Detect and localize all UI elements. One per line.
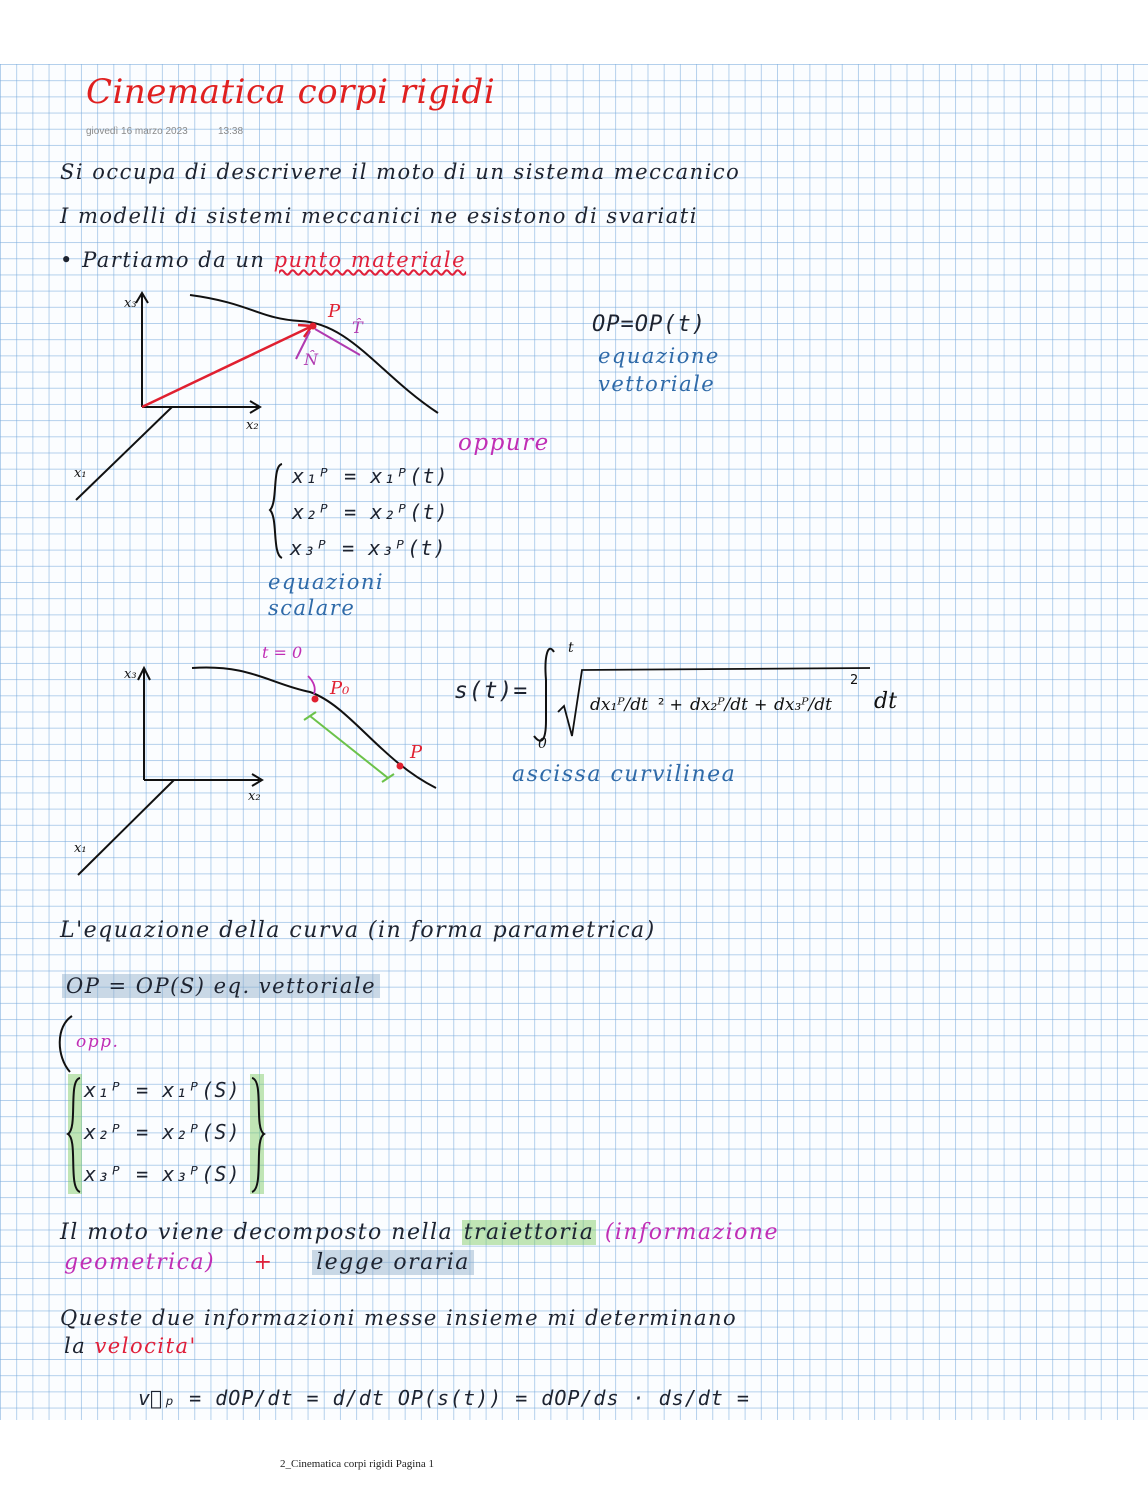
- scalar-label-1: equazioni: [268, 570, 385, 594]
- label-p-2: P: [410, 742, 423, 763]
- traiettoria-highlight: traiettoria: [463, 1220, 595, 1245]
- op-s-equation: [62, 974, 380, 998]
- vector-equation-label-1: equazione: [598, 344, 720, 368]
- scalar-eq-3: x₃ᴾ = x₃ᴾ(t): [290, 536, 447, 560]
- scalar-eq-2: x₂ᴾ = x₂ᴾ(t): [292, 500, 449, 524]
- integral-lhs: s(t)=: [454, 678, 529, 704]
- integral-term-1: dx₁ᴾ/dt: [590, 695, 648, 715]
- plus-sign: +: [253, 1250, 274, 1275]
- ascissa-curvilinea-label: ascissa curvilinea: [512, 762, 737, 787]
- page-footer: 2_Cinematica corpi rigidi Pagina 1: [280, 1458, 434, 1470]
- legge-oraria-highlight: legge oraria: [312, 1250, 474, 1275]
- oppure-label: oppure: [458, 430, 550, 456]
- geometrica-label: geometrica): [64, 1250, 216, 1275]
- param-eq-3: x₃ᴾ = x₃ᴾ(S): [84, 1162, 241, 1186]
- scalar-label-2: scalare: [268, 596, 356, 620]
- label-normal: N̂: [304, 350, 318, 369]
- velocita-label: velocita': [94, 1334, 197, 1358]
- text-line-3: • Partiamo da un punto materiale: [60, 248, 467, 272]
- vector-equation: OP=OP(t): [592, 312, 706, 337]
- integral-term-3: dx₃ᴾ/dt: [774, 695, 832, 715]
- point-p0-marker: [312, 696, 319, 703]
- queste-line-1: Queste due informazioni messe insieme mi determinano: [60, 1306, 738, 1330]
- param-eq-1: x₁ᴾ = x₁ᴾ(S): [84, 1078, 241, 1102]
- label-p0: P₀: [330, 678, 350, 699]
- trajectory-diagram-2: [70, 640, 450, 880]
- op-s-highlight: OP = OP(S) eq. vettoriale: [62, 974, 380, 998]
- position-vector: [142, 327, 310, 407]
- label2-x1: x₁: [74, 841, 87, 856]
- svg-text:² +: ² +: [658, 695, 683, 714]
- label-x2: x₂: [246, 418, 259, 433]
- integral-lower: 0: [538, 736, 547, 752]
- scalar-eq-1: x₁ᴾ = x₁ᴾ(t): [292, 464, 449, 488]
- punto-materiale: punto materiale: [273, 248, 467, 272]
- vector-equation-label-2: vettoriale: [598, 372, 716, 396]
- arc-length-integral: [528, 640, 908, 752]
- integral-term-2: dx₂ᴾ/dt: [690, 695, 748, 715]
- label2-x2: x₂: [248, 789, 261, 804]
- label-x1: x₁: [74, 466, 87, 481]
- text-line-2: I modelli di sistemi meccanici ne esistono di svariati: [60, 204, 698, 228]
- queste-line-2: [64, 1334, 197, 1358]
- decomp-pre: Il moto viene decomposto nella: [60, 1220, 454, 1245]
- label-tangent: T̂: [352, 318, 363, 337]
- date-stamp: giovedì 16 marzo 2023: [86, 126, 188, 137]
- label-x3: x₃: [124, 296, 137, 311]
- integral-dt: dt: [874, 689, 897, 714]
- param-eq-2: x₂ᴾ = x₂ᴾ(S): [84, 1120, 241, 1144]
- point-p-marker-2: [397, 763, 404, 770]
- page-title: Cinematica corpi rigidi: [86, 72, 496, 112]
- arc-length-segment: [310, 716, 388, 778]
- text-line-3-pre: Partiamo da un: [82, 248, 266, 272]
- opp-bracket: [54, 1014, 78, 1074]
- decomp-line-2: [64, 1250, 474, 1275]
- label-p: P: [328, 301, 341, 322]
- text-line-1: Si occupa di descrivere il moto di un sistema meccanico: [60, 160, 741, 184]
- decomp-line-1: [60, 1220, 779, 1245]
- axis-x1-line: [76, 407, 172, 500]
- queste-pre: la: [64, 1334, 87, 1358]
- velocity-equation: v⃗ₚ = dOP/dt = d/dt OP(s(t)) = dOP/ds · ds/dt =: [138, 1386, 750, 1410]
- info-label: (informazione: [604, 1220, 780, 1245]
- curve-equation-line: L'equazione della curva (in forma parametrica): [60, 918, 656, 943]
- integral-upper: t: [568, 640, 574, 656]
- label2-x3: x₃: [124, 667, 137, 682]
- label-t0: t = 0: [262, 643, 303, 662]
- svg-text:+: +: [754, 695, 768, 714]
- system-brace-1: [268, 462, 288, 560]
- svg-text:2: 2: [850, 673, 859, 688]
- time-stamp: 13:38: [218, 126, 244, 137]
- opp-label: opp.: [76, 1032, 120, 1052]
